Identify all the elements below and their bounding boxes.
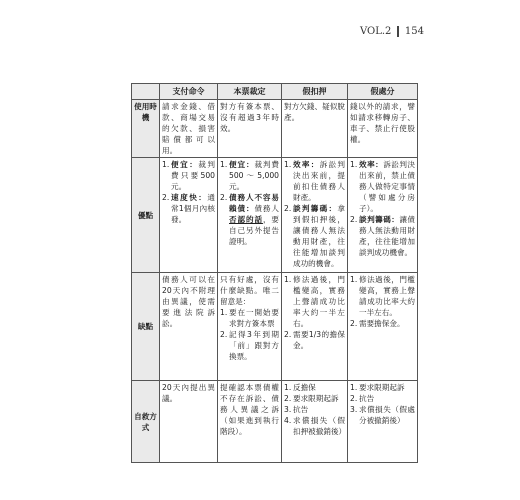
- list-body: 求償損失（假扣押被撤銷後）: [293, 416, 347, 436]
- page-number: 154: [404, 26, 424, 37]
- keyword: 便宜：: [171, 160, 199, 169]
- list-body: 拿到假扣押後，讓債務人無法動用財產，往往能增加談判成功的機會。: [293, 204, 345, 268]
- list-text: [229, 192, 279, 247]
- list-text: [229, 307, 279, 329]
- numbered-list: [350, 159, 415, 258]
- list-text: [229, 329, 279, 362]
- list-body: 訴訟判決出來前，提前扣住債務人財產。: [293, 160, 346, 202]
- list-item: [284, 159, 345, 203]
- table-cell: [218, 158, 282, 273]
- list-body: 記得3年到期「前」跟對方換票。: [229, 330, 279, 361]
- table-cell: [160, 158, 218, 273]
- comparison-table: [131, 83, 418, 463]
- list-number: 3.: [350, 405, 358, 414]
- numbered-list: [350, 274, 415, 329]
- column-header: 本票裁定: [218, 84, 282, 100]
- list-number: 1.: [350, 383, 358, 392]
- list-text: [293, 203, 345, 269]
- list-item: [284, 404, 345, 415]
- list-item: [284, 274, 345, 329]
- list-number: 2.: [220, 193, 228, 202]
- list-text: [171, 192, 215, 225]
- keyword: 效率：: [359, 160, 384, 169]
- list-text: [293, 415, 345, 437]
- list-body: 裁判費 500 ～ 5,000元。: [229, 160, 280, 191]
- table-row: [132, 100, 418, 158]
- numbered-list: [284, 274, 345, 351]
- table-cell: [348, 381, 418, 463]
- list-text: [359, 382, 415, 393]
- list-text: [229, 159, 279, 192]
- table-cell: [218, 273, 282, 381]
- cell-text: 對方欠錢、疑似脫產。: [284, 102, 345, 122]
- list-item: [350, 382, 415, 393]
- list-text: [359, 274, 415, 318]
- list-text: [293, 404, 345, 415]
- list-number: 2.: [162, 193, 170, 202]
- numbered-list: [220, 307, 279, 362]
- cell-text: 錢以外的請求，譬如請求移轉房子、車子、禁止行使股權。: [350, 102, 415, 144]
- keyword: 談判籌碼：: [293, 204, 338, 213]
- list-body: 裁判費只要500元。: [171, 160, 216, 191]
- list-number: 2.: [284, 394, 292, 403]
- list-text: [293, 393, 345, 404]
- list-item: [350, 393, 415, 404]
- table-cell: [348, 158, 418, 273]
- list-text: [293, 274, 345, 329]
- column-header: [132, 84, 160, 100]
- table-cell: [282, 273, 348, 381]
- list-body-continued: ，要自己另外提告證明。: [229, 215, 280, 246]
- list-number: 2.: [284, 330, 292, 339]
- list-body: 要在一開始要求對方簽本票: [229, 308, 279, 328]
- list-item: [350, 404, 415, 426]
- list-body: 求償損失（假處分被撤銷後）: [359, 405, 415, 425]
- keyword: 速度快：: [171, 193, 208, 202]
- cell-text: 請求金錢、借款、商場交易的欠款、損害賠償都可以用。: [162, 102, 215, 155]
- list-item: [350, 318, 415, 329]
- column-header: 假扣押: [282, 84, 348, 100]
- list-body: 通常1個月內核發。: [171, 193, 215, 224]
- list-text: [359, 393, 415, 404]
- list-text: [359, 214, 415, 258]
- list-text: [293, 329, 345, 351]
- list-text: [293, 159, 345, 203]
- row-label: 優點: [132, 158, 160, 273]
- list-item: [162, 159, 215, 192]
- list-number: 2.: [350, 215, 358, 224]
- list-item: [350, 214, 415, 258]
- list-item: [162, 192, 215, 225]
- keyword: 債務人不容易賴債：: [229, 193, 279, 213]
- cell-text: 債務人可以在20天內不附理由異議，使需要進法院訴訟。: [162, 275, 215, 328]
- list-number: 1.: [284, 275, 292, 284]
- keyword: 便宜：: [229, 160, 255, 169]
- list-number: 2.: [220, 330, 228, 339]
- table-cell: [160, 381, 218, 463]
- list-body: 需要1/3的擔保金。: [293, 330, 345, 350]
- list-number: 2.: [284, 204, 292, 213]
- list-number: 4.: [284, 416, 292, 425]
- cell-text: 對方有簽本票、沒有超過3年時效。: [220, 102, 279, 133]
- table-cell: [282, 158, 348, 273]
- table-header-row: [132, 84, 418, 100]
- numbered-list: [162, 159, 215, 225]
- list-item: [284, 382, 345, 393]
- numbered-list: [350, 382, 415, 426]
- keyword: 談判籌碼：: [359, 215, 400, 224]
- column-header: 支付命令: [160, 84, 218, 100]
- list-text: [293, 382, 345, 393]
- table-row: [132, 381, 418, 463]
- list-body: 反擔保: [293, 383, 316, 392]
- list-number: 1.: [162, 160, 170, 169]
- table-row: [132, 158, 418, 273]
- list-number: 2.: [350, 394, 358, 403]
- volume-label: VOL.2: [359, 26, 392, 37]
- cell-text: 20天內提出異議。: [162, 383, 215, 403]
- list-item: [220, 192, 279, 247]
- list-item: [220, 329, 279, 362]
- cell-text: 提確認本票債權不存在訴訟、債務人異議之訴（如果進到執行階段）。: [220, 383, 279, 436]
- list-number: 1.: [284, 383, 292, 392]
- list-body: 債務人: [254, 204, 280, 213]
- list-number: 1.: [220, 160, 228, 169]
- list-body: 要求限期起訴: [293, 394, 339, 403]
- table-cell: [282, 381, 348, 463]
- list-number: 1.: [284, 160, 292, 169]
- list-item: [350, 274, 415, 318]
- table-cell: [160, 100, 218, 158]
- list-body: 抗告: [293, 405, 309, 414]
- table-cell: [348, 100, 418, 158]
- row-label: 自救方式: [132, 381, 160, 463]
- list-body: 要求限期起訴: [359, 383, 405, 392]
- list-number: 1.: [350, 275, 358, 284]
- table-cell: [348, 273, 418, 381]
- page-header: [360, 26, 424, 37]
- list-text: [359, 318, 415, 329]
- list-item: [220, 159, 279, 192]
- table-row: [132, 273, 418, 381]
- list-item: [350, 159, 415, 214]
- list-item: [284, 329, 345, 351]
- list-body: 讓債務人無法動用財產，往往能增加談判成功機會。: [359, 215, 416, 257]
- list-body: 修法過後，門檻變高，實務上聲請成功比率大約一半左右。: [359, 275, 415, 317]
- list-number: 3.: [284, 405, 292, 414]
- table-cell: [218, 381, 282, 463]
- header-divider: [397, 26, 399, 37]
- list-text: [359, 159, 415, 214]
- numbered-list: [284, 382, 345, 437]
- list-number: 1.: [220, 308, 228, 317]
- list-number: 1.: [350, 160, 358, 169]
- table-cell: [282, 100, 348, 158]
- list-item: [284, 203, 345, 269]
- cell-intro-text: 只有好處，沒有什麼缺點。唯二留意是：: [220, 275, 279, 306]
- list-text: [359, 404, 415, 426]
- underlined-phrase: 否認的話: [229, 215, 263, 224]
- numbered-list: [220, 159, 279, 247]
- row-label: 缺點: [132, 273, 160, 381]
- list-number: 2.: [350, 319, 358, 328]
- list-item: [220, 307, 279, 329]
- column-header: 假處分: [348, 84, 418, 100]
- list-body: 抗告: [359, 394, 375, 403]
- table-cell: [160, 273, 218, 381]
- list-body: 需要擔保金。: [359, 319, 405, 328]
- list-body: 訴訟判決出來前，禁止債務人做特定事情（譬如處分房子）。: [359, 160, 415, 213]
- keyword: 效率：: [293, 160, 320, 169]
- list-body: 修法過後，門檻變高，實務上聲請成功比率大約一半左右。: [293, 275, 345, 328]
- numbered-list: [284, 159, 345, 269]
- list-item: [284, 415, 345, 437]
- list-text: [171, 159, 215, 192]
- list-item: [284, 393, 345, 404]
- table-cell: [218, 100, 282, 158]
- row-label: 使用時機: [132, 100, 160, 158]
